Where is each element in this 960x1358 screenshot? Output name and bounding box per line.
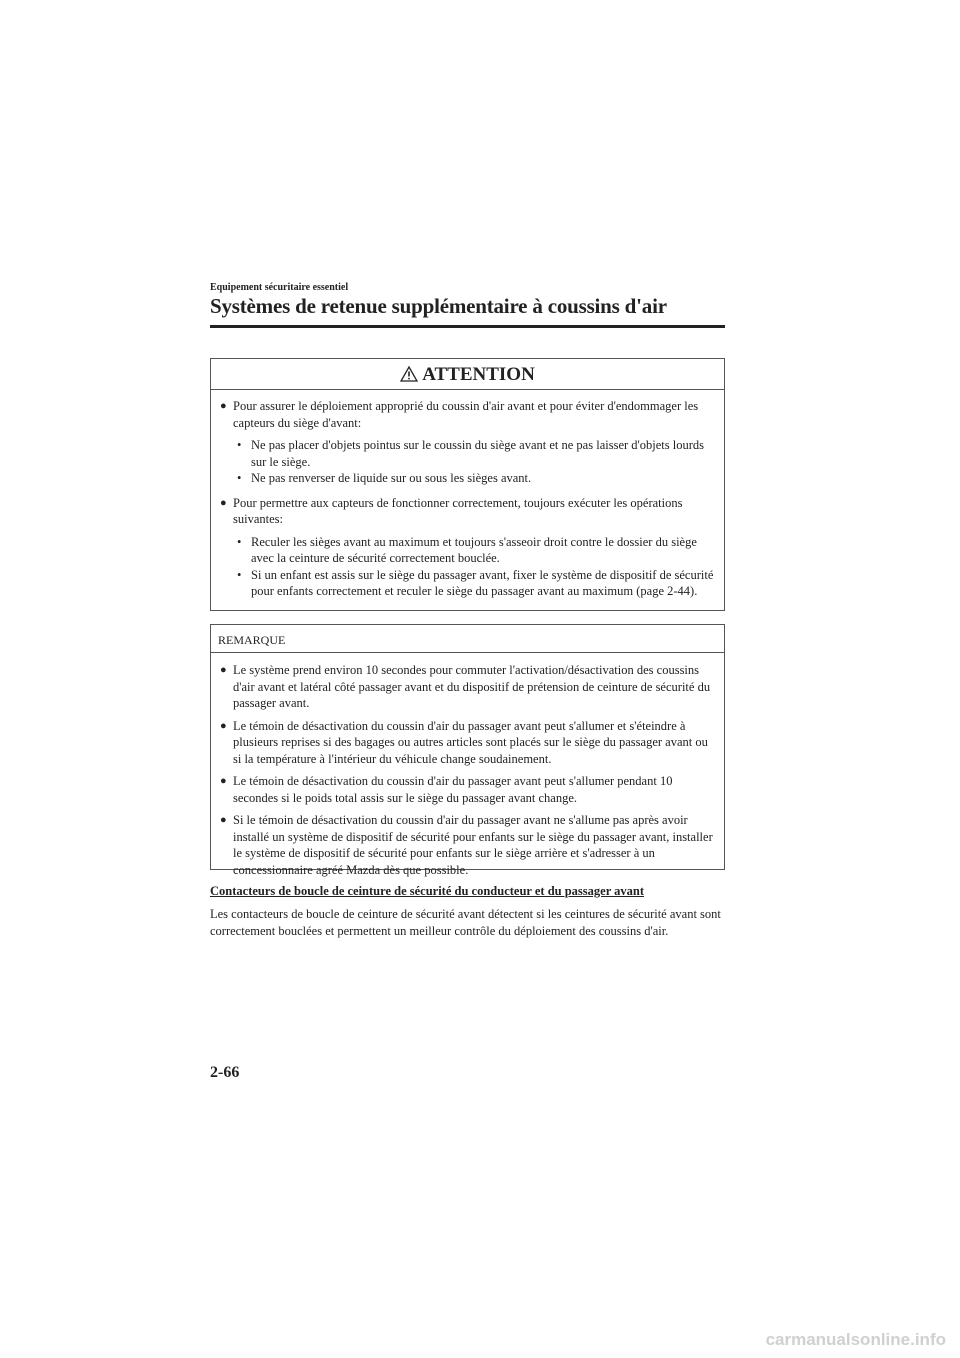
attention-box (210, 358, 725, 611)
remarque-item: ● Le système prend environ 10 secondes pour commuter l'activation/désactivation des coussins d'air avant et latéral côté passager avant et du dispositif de prétension de ceinture de sécurité du passager avant. (220, 663, 711, 710)
watermark: carmanualsonline.info (765, 1330, 946, 1349)
remarque-item: ● Si le témoin de désactivation du coussin d'air du passager avant ne s'allume pas après avoir installé un système de dispositif de sécurité pour enfants sur le siège du passager avant, installer le système de dispositif de sécurité pour enfants sur le siège arrière et s'adresser à un concessionnaire agréé Mazda dès que possible. (220, 813, 713, 877)
bullet-icon: ● (220, 400, 227, 412)
page-title: Systèmes de retenue supplémentaire à coussins d'air (210, 294, 667, 318)
bullet-icon: ● (220, 775, 227, 787)
page-number: 2-66 (210, 1064, 240, 1081)
attention-subitem: • Ne pas placer d'objets pointus sur le coussin du siège avant et ne pas laisser d'objets lourds sur le siège. (237, 438, 705, 469)
remarque-box (210, 624, 725, 877)
attention-subitem: • Ne pas renverser de liquide sur ou sous les sièges avant. (237, 471, 532, 485)
section-label: Equipement sécuritaire essentiel (210, 282, 349, 293)
bullet-icon: ● (220, 664, 227, 676)
bullet-icon: ● (220, 719, 227, 732)
title-divider (210, 325, 725, 328)
remarque-item: ● Le témoin de désactivation du coussin d'air du passager avant peut s'allumer et s'éteindre à plusieurs reprises si des bagages ou autres articles sont placés sur le siège du passager avant ou si la température à l'intérieur du véhicule change soudainement. (220, 718, 708, 766)
attention-item: ● Pour permettre aux capteurs de fonctionner correctement, toujours exécuter les opérations suivantes: (220, 495, 683, 526)
section-heading: Contacteurs de boucle de ceinture de sécurité du conducteur et du passager avant (210, 884, 645, 898)
remarque-title: REMARQUE (211, 625, 724, 653)
attention-header (211, 359, 724, 390)
attention-item: ● Pour assurer le déploiement approprié du coussin d'air avant et pour éviter d'endommager les capteurs du siège d'avant: (220, 399, 699, 430)
bullet-icon: ● (220, 814, 227, 826)
attention-title: ATTENTION (422, 364, 535, 385)
attention-subitem: • Reculer les sièges avant au maximum et toujours s'asseoir droit contre le dossier du siège avec la ceinture de sécurité correctement bouclée. (237, 534, 697, 565)
attention-subitem: • Si un enfant est assis sur le siège du passager avant, fixer le système de dispositif de sécurité pour enfants correctement et reculer le siège du passager avant au maximum (page 2-44). (237, 567, 714, 598)
section-body: Les contacteurs de boucle de ceinture de sécurité avant détectent si les ceintures de sécurité avant sont correctement bouclées et permettent un meilleur contrôle du déploiement des coussins d'air. (210, 907, 721, 938)
remarque-item: ● Le témoin de désactivation du coussin d'air du passager avant peut s'allumer pendant 10 secondes si le poids total assis sur le siège du passager avant change. (220, 774, 673, 805)
warning-triangle-icon (400, 361, 418, 393)
bullet-icon: ● (220, 496, 227, 509)
